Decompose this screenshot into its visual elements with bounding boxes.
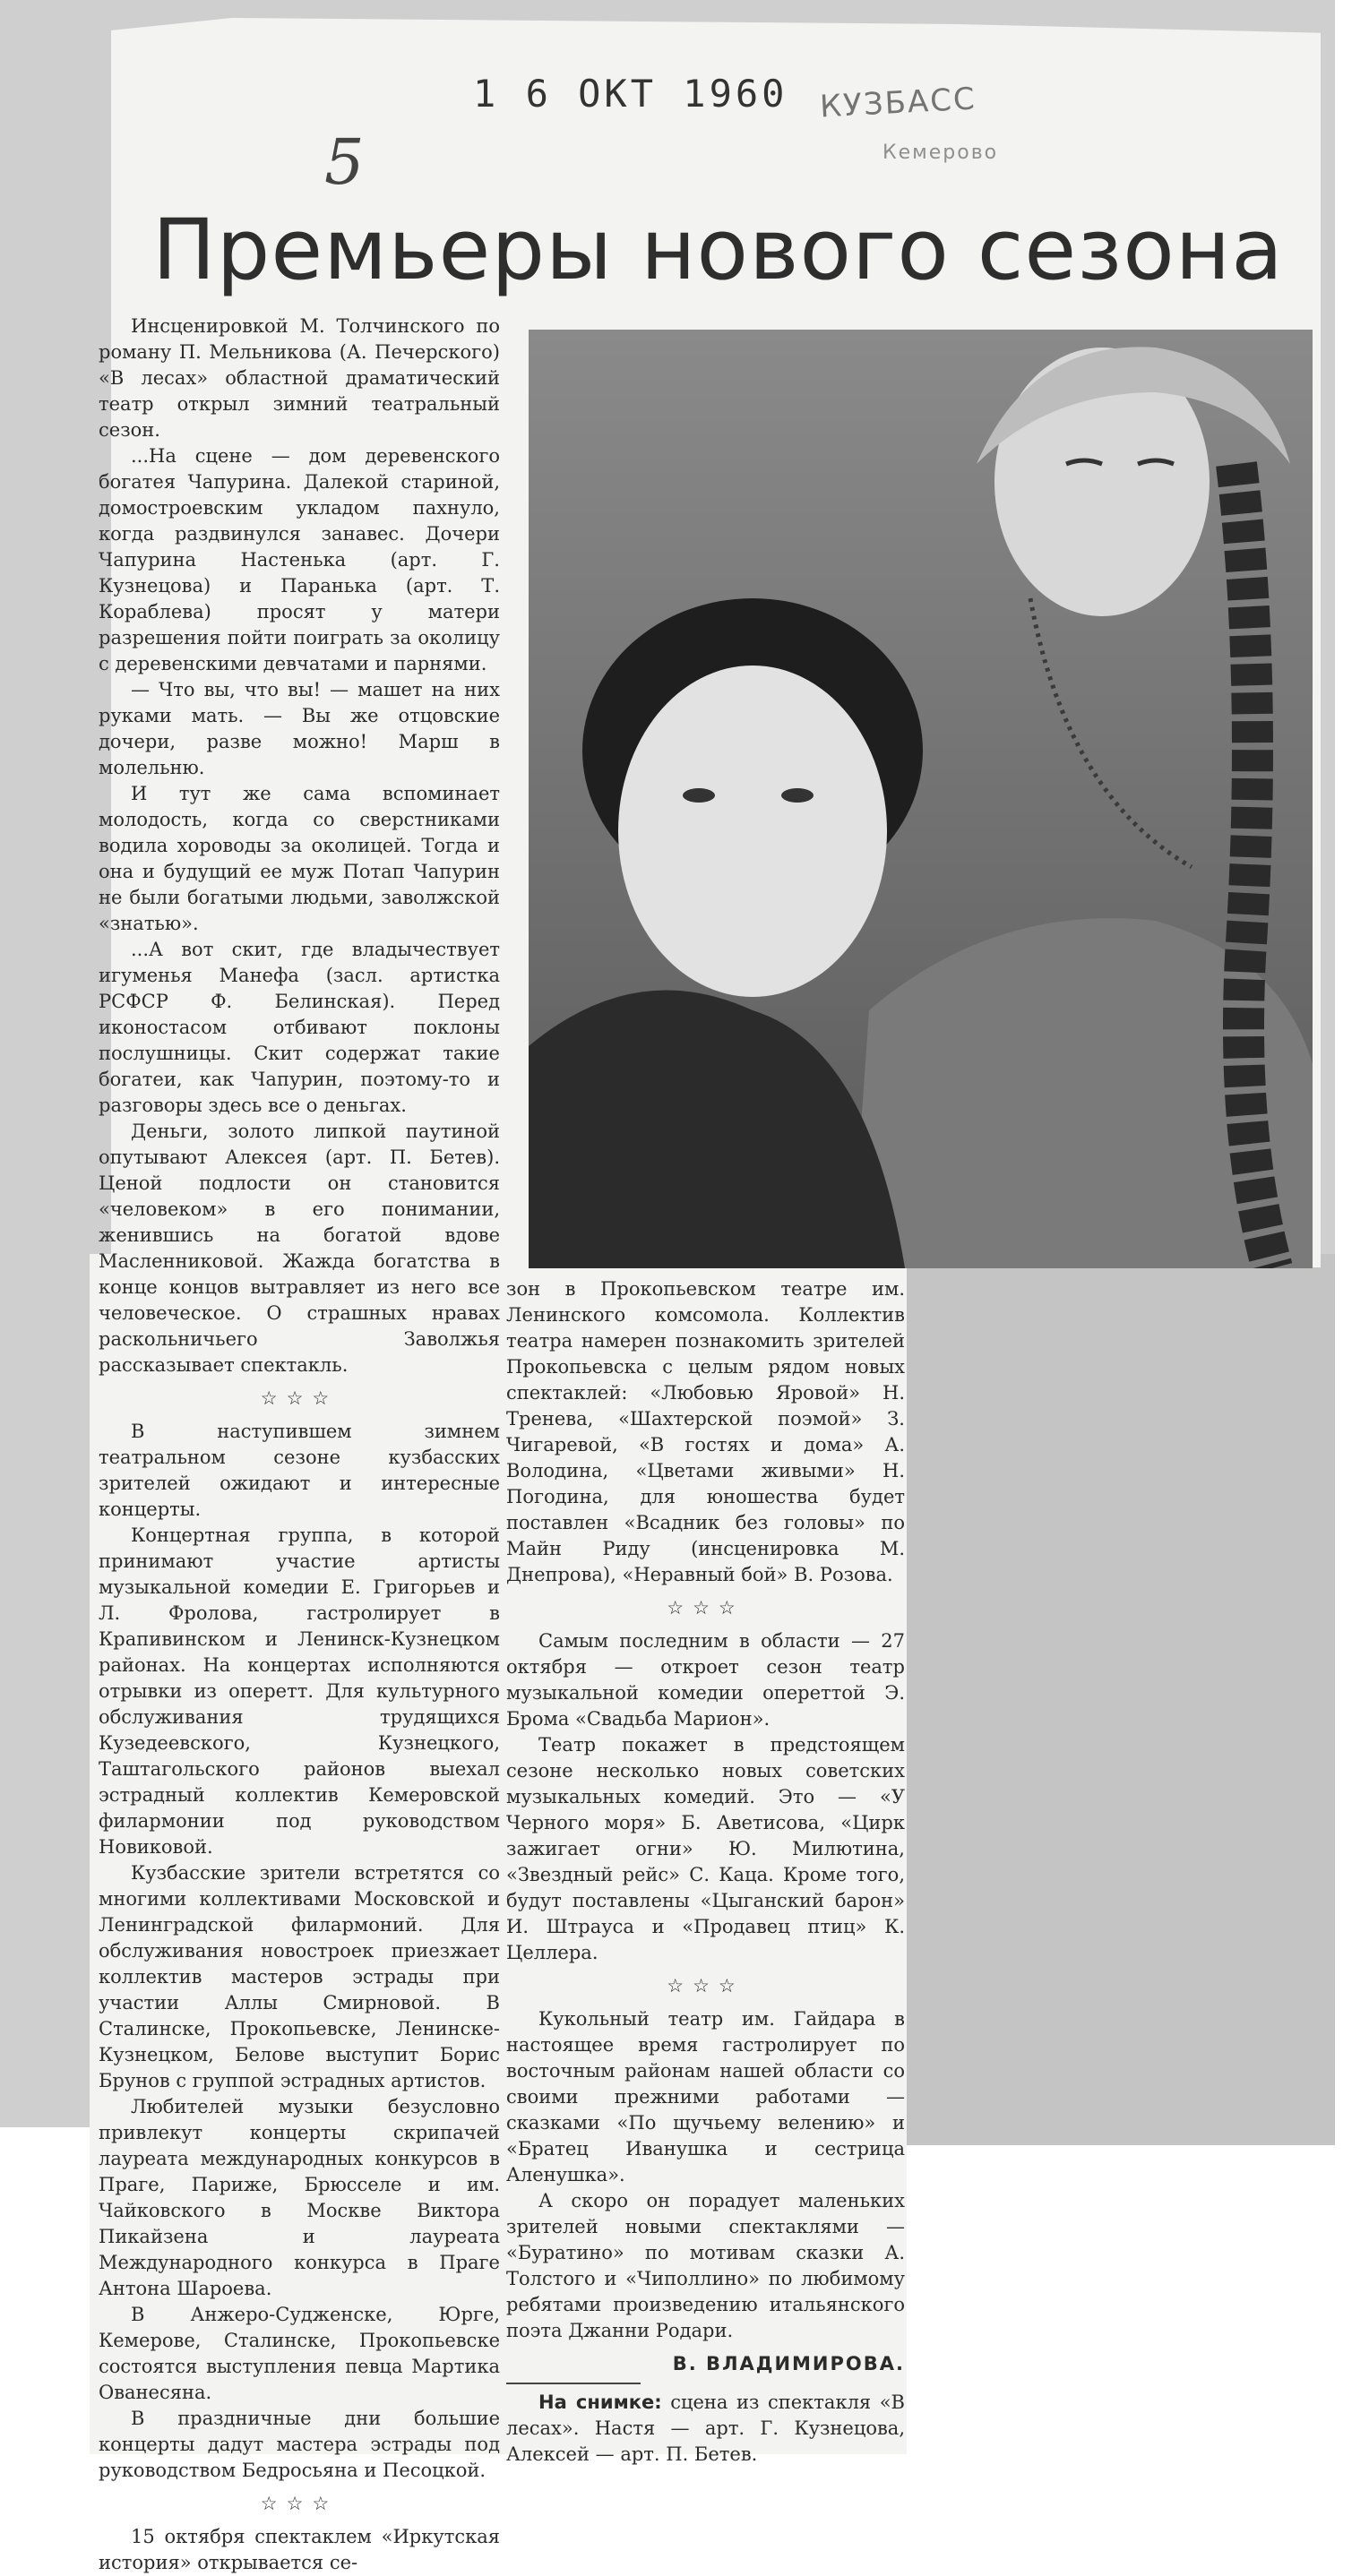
caption-divider (506, 2383, 641, 2384)
paragraph: А скоро он порадует маленьких зрителей новыми спектаклями — «Буратино» по мотивам сказки А. Толстого и «Чиполлино» по любимому ребятами произведению итальянского поэта Джанни Родари. (506, 2190, 905, 2341)
paragraph: ...А вот скит, где владычествует игуменья Манефа (засл. артистка РСФСР Ф. Белинская). Перед иконостасом отбивают поклоны послушницы. Скит содержат такие богатеи, как Чапурин, поэтому-то и разговоры здесь все о деньгах. (99, 939, 500, 1116)
section-divider-stars: ☆☆☆ (667, 1597, 745, 1619)
author-signature: В. ВЛАДИМИРОВА. (672, 2353, 905, 2374)
paragraph: В праздничные дни большие концерты дадут мастера эстрады под руководством Бедросьяна и Песоцкой. (99, 2408, 500, 2481)
article-column-2 (506, 1276, 905, 2468)
paragraph: И тут же сама вспоминает молодость, когда со сверстниками водила хороводы за околицей. Тогда и она и будущий ее муж Потап Чапурин не были богатыми людьми, заволжской «знатью». (99, 783, 500, 934)
paragraph: — Что вы, что вы! — машет на них руками мать. — Вы же отцовские дочери, разве можно! Марш в молельню. (99, 679, 500, 778)
theatre-scene-photo (529, 330, 1313, 1268)
date-stamp: 1 6 ОКТ 1960 (473, 72, 788, 116)
city-stamp: Кемерово (883, 142, 999, 164)
caption-text: сцена из спектакля «В лесах». Настя — арт. Г. Кузнецова, Алексей — арт. П. Бетев. (506, 2391, 905, 2465)
paragraph: зон в Прокопьевском театре им. Ленинского комсомола. Коллектив театра намерен познакомить зрителей Прокопьевска с целым рядом новых спектаклей: «Любовью Яровой» Н. Тренева, «Шахтерской поэмой» З. Чигаревой, «В гостях и дома» А. Володина, «Цветами живыми» Н. Погодина, для юношества будет поставлен «Всадник без головы» по Майн Риду (инсценировка М. Днепрова), «Неравный бой» В. Розова. (506, 1278, 905, 1585)
background-board-lower (905, 1254, 1335, 2145)
paragraph: 15 октября спектаклем «Иркутская история» открывается се- (99, 2526, 500, 2573)
caption-label: На снимке: (538, 2391, 662, 2413)
photo-illustration (529, 330, 1313, 1268)
newspaper-stamp: КУЗБАСС (819, 81, 977, 125)
paragraph: В наступившем зимнем театральном сезоне кузбасских зрителей ожидают и интересные концерты. (99, 1421, 500, 1520)
article-column-1 (99, 313, 500, 2576)
photo-caption (506, 2390, 905, 2468)
paragraph: Инсценировкой М. Толчинского по роману П. Мельникова (А. Печерского) «В лесах» областной драматический театр открыл зимний театральный сезон. (99, 315, 500, 441)
paragraph: В Анжеро-Судженске, Юрге, Кемерове, Сталинске, Прокопьевске состоятся выступления певца Мартика Ованесяна. (99, 2304, 500, 2403)
paragraph: Концертная группа, в которой принимают участие артисты музыкальной комедии Е. Григорьев и Л. Фролова, гастролирует в Крапивинском и Ленинск-Кузнецком районах. На концертах исполняются отрывки из оперетт. Для культурного обслуживания трудящихся Кузедеевского, Кузнецкого, Таштагольского районов выехал эстрадный коллектив Кемеровской филармонии под руководством Новиковой. (99, 1524, 500, 1858)
handwritten-number: 5 (324, 125, 365, 199)
paragraph: Любителей музыки безусловно привлекут концерты скрипачей лауреата международных конкурсов в Праге, Париже, Брюсселе и им. Чайковского в Москве Виктора Пикайзена и лауреата Международного конкурса в Праге Антона Шароева. (99, 2096, 500, 2299)
paragraph: Кузбасские зрители встретятся со многими коллективами Московской и Ленинградской филармоний. Для обслуживания новостроек приезжает коллектив мастеров эстрады при участии Аллы Смирновой. В Сталинске, Прокопьевске, Ленинске-Кузнецком, Белове выступит Борис Брунов с группой эстрадных артистов. (99, 1862, 500, 2091)
headline: Премьеры нового сезона (152, 202, 1284, 299)
section-divider-stars: ☆☆☆ (260, 1387, 339, 1409)
paragraph: ...На сцене — дом деревенского богатея Чапурина. Далекой стариной, домостроевским укладом пахнуло, когда раздвинулся занавес. Дочери Чапурина Настенька (арт. Г. Кузнецова) и Паранька (арт. Т. Кораблева) просят у матери разрешения пойти поиграть за околицу с деревенскими девчатами и парнями. (99, 445, 500, 674)
section-divider-stars: ☆☆☆ (667, 1975, 745, 1996)
paragraph: Самым последним в области — 27 октября — откроет сезон театр музыкальной комедии опереттой Э. Брома «Свадьба Марион». (506, 1630, 905, 1730)
paragraph: Кукольный театр им. Гайдара в настоящее время гастролирует по восточным районам нашей области со своими прежними работами — сказками «По щучьему велению» и «Братец Иванушка и сестрица Аленушка». (506, 2008, 905, 2185)
paragraph: Деньги, золото липкой паутиной опутывают Алексея (арт. П. Бетев). Ценой подлости он становится «человеком» в его понимании, женившись на богатой вдове Масленниковой. Жажда богатства в конце концов вытравляет из него все человеческое. О страшных нравах раскольничьего Заволжья рассказывает спектакль. (99, 1121, 500, 1376)
section-divider-stars: ☆☆☆ (260, 2493, 339, 2514)
paragraph: Театр покажет в предстоящем сезоне несколько новых советских музыкальных комедий. Это — «У Черного моря» Б. Аветисова, «Цирк зажигает огни» Ю. Милютина, «Звездный рейс» С. Каца. Кроме того, будут поставлены «Цыганский барон» И. Штрауса и «Продавец птиц» К. Целлера. (506, 1734, 905, 1963)
